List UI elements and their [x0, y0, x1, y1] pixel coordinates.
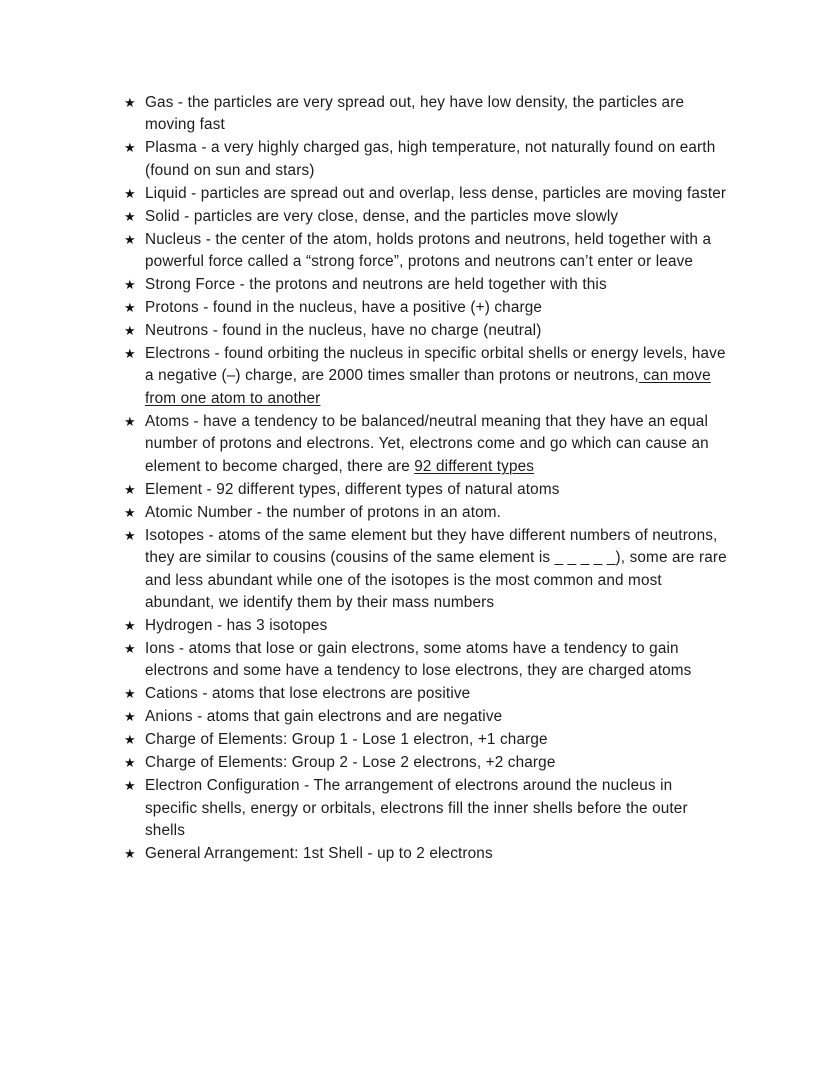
star-bullet-icon: ★ [124, 755, 136, 771]
note-item-liquid [124, 183, 728, 205]
note-item-nucleus [124, 229, 728, 274]
star-bullet-icon: ★ [124, 140, 136, 156]
note-item-general-arrangement [124, 843, 728, 865]
plain-text: Ions - atoms that lose or gain electrons, some atoms have a tendency to gain electrons and some have a tendency to lose electrons, they are charged atoms [145, 639, 692, 680]
note-text [145, 345, 726, 407]
note-item-charge-group-2 [124, 752, 728, 774]
note-item-anions [124, 706, 728, 728]
note-text [145, 685, 470, 702]
note-text [145, 777, 688, 839]
note-text [145, 299, 542, 316]
underlined-text: can move from one atom to another [145, 367, 711, 407]
plain-text: Atomic Number - the number of protons in an atom. [145, 503, 502, 521]
note-text [145, 413, 709, 475]
note-text [145, 276, 607, 293]
note-item-electron-configuration [124, 775, 728, 842]
note-text [145, 231, 711, 270]
star-bullet-icon: ★ [124, 778, 136, 794]
star-bullet-icon: ★ [124, 345, 136, 361]
star-bullet-icon: ★ [124, 527, 136, 543]
star-bullet-icon: ★ [124, 95, 136, 110]
star-bullet-icon: ★ [124, 413, 136, 429]
star-bullet-icon: ★ [124, 640, 136, 656]
star-bullet-icon: ★ [124, 709, 136, 725]
note-item-element [124, 479, 728, 501]
note-item-atomic-number [124, 502, 728, 524]
note-text [145, 481, 560, 498]
note-item-strong-force [124, 274, 728, 296]
plain-text: Gas - the particles are very spread out, hey have low density, the particles are moving fast [145, 94, 685, 134]
plain-text: Strong Force - the protons and neutrons are held together with this [145, 276, 607, 294]
plain-text: General Arrangement: 1st Shell - up to 2 electrons [145, 844, 493, 862]
plain-text: Electrons - found orbiting the nucleus in specific orbital shells or energy levels, have a negative (–) charge, are 2000 times smaller than protons or neutrons, [145, 344, 726, 385]
star-bullet-icon: ★ [124, 686, 136, 702]
note-text [145, 754, 556, 771]
plain-text: Charge of Elements: Group 2 - Lose 2 electrons, +2 charge [145, 754, 556, 772]
star-bullet-icon: ★ [124, 617, 136, 633]
note-item-atoms [124, 411, 728, 478]
plain-text: Charge of Elements: Group 1 - Lose 1 electron, +1 charge [145, 731, 548, 749]
star-bullet-icon: ★ [124, 481, 136, 497]
plain-text: Atoms - have a tendency to be balanced/neutral meaning that they have an equal number of protons and electrons. Yet, electrons come and go which can cause an element to become charged, there are [145, 412, 709, 475]
note-item-cations [124, 683, 728, 705]
note-item-protons [124, 297, 728, 319]
plain-text: Neutrons - found in the nucleus, have no charge (neutral) [145, 322, 542, 340]
note-item-isotopes [124, 525, 728, 615]
note-item-ions [124, 638, 728, 683]
note-text [145, 322, 541, 339]
note-item-gas [124, 92, 728, 137]
star-bullet-icon: ★ [124, 185, 136, 201]
star-bullet-icon: ★ [124, 732, 136, 748]
plain-text: Liquid - particles are spread out and overlap, less dense, particles are moving faster [145, 184, 727, 202]
note-item-solid [124, 206, 728, 228]
plain-text: Isotopes - atoms of the same element but they have different numbers of neutrons, they are similar to cousins (cousins of the same element is _ _ _ _ _), some are rare and less abundant while one of the isotopes is the most common and most abundant, we identify them by their mass numbers [145, 526, 727, 611]
plain-text: Protons - found in the nucleus, have a positive (+) charge [145, 299, 543, 317]
star-bullet-icon: ★ [124, 845, 136, 861]
plain-text: Hydrogen - has 3 isotopes [145, 616, 328, 634]
note-text [145, 617, 327, 634]
note-item-plasma [124, 137, 728, 182]
note-text [145, 845, 493, 862]
star-bullet-icon: ★ [124, 323, 136, 339]
star-bullet-icon: ★ [124, 277, 136, 293]
note-text [145, 708, 502, 725]
note-text [145, 208, 618, 225]
plain-text: Cations - atoms that lose electrons are positive [145, 685, 471, 703]
plain-text: Solid - particles are very close, dense, and the particles move slowly [145, 207, 619, 225]
plain-text: Element - 92 different types, different types of natural atoms [145, 480, 560, 498]
note-text [145, 504, 501, 521]
star-bullet-icon: ★ [124, 300, 136, 316]
note-item-electrons [124, 343, 728, 410]
plain-text: Anions - atoms that gain electrons and are negative [145, 708, 503, 726]
note-item-neutrons [124, 320, 728, 342]
underlined-text: 92 different types [414, 457, 535, 475]
note-text [145, 731, 548, 748]
study-notes-list [124, 92, 728, 866]
plain-text: Electron Configuration - The arrangement of electrons around the nucleus in specific shells, energy or orbitals, electrons fill the inner shells before the outer shells [145, 777, 688, 839]
plain-text: Nucleus - the center of the atom, holds protons and neutrons, held together with a powerful force called a “strong force”, protons and neutrons can’t enter or leave [145, 230, 712, 271]
note-text [145, 640, 691, 679]
star-bullet-icon: ★ [124, 208, 136, 224]
note-text [145, 185, 726, 202]
note-text [145, 527, 727, 611]
note-text [145, 94, 684, 133]
star-bullet-icon: ★ [124, 231, 136, 247]
note-item-charge-group-1 [124, 729, 728, 751]
note-item-hydrogen [124, 615, 728, 637]
note-text [145, 139, 715, 178]
star-bullet-icon: ★ [124, 504, 136, 520]
plain-text: Plasma - a very highly charged gas, high temperature, not naturally found on earth (found on sun and stars) [145, 139, 716, 179]
